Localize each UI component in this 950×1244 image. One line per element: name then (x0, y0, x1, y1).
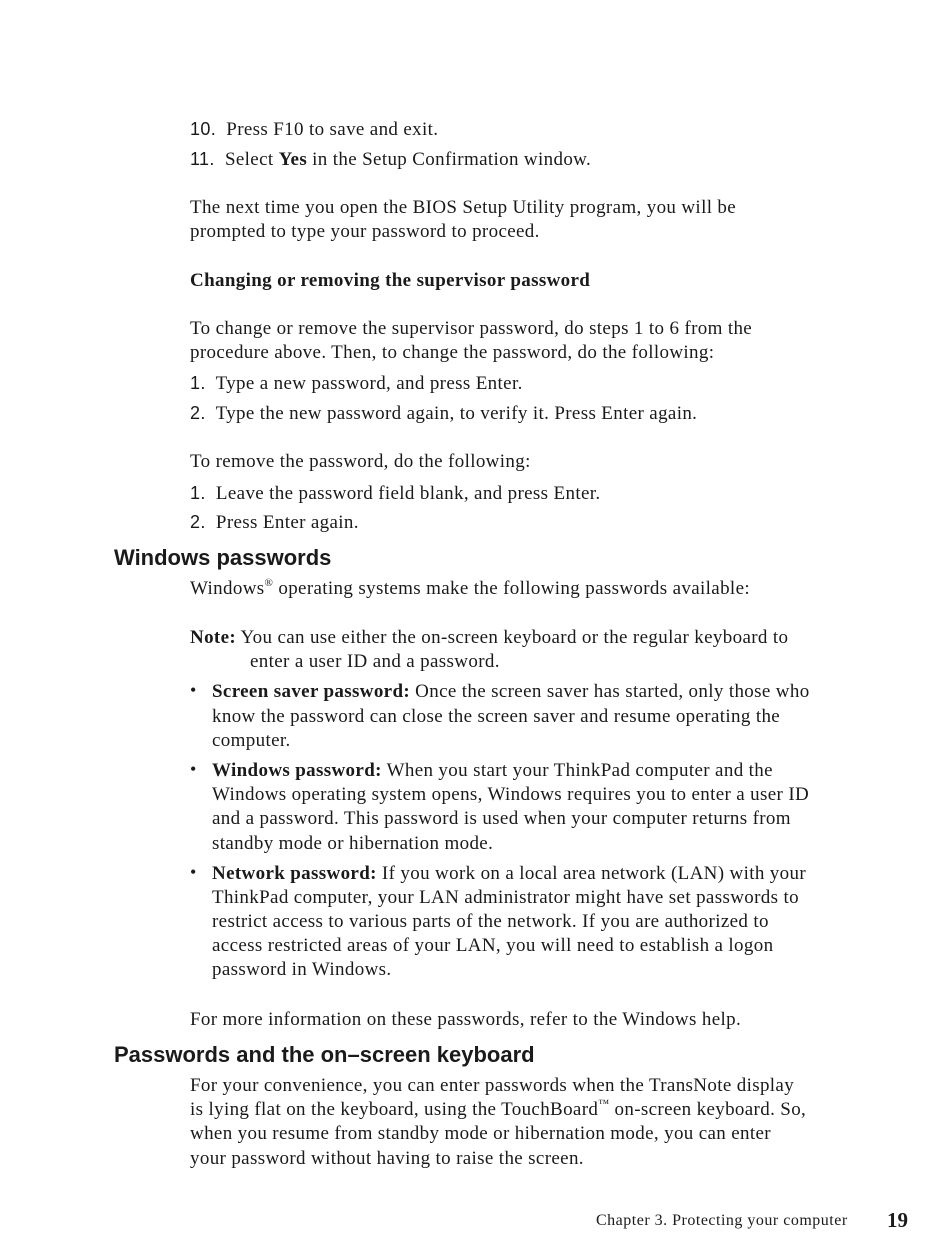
intro-pre: Windows (190, 578, 265, 599)
change-step-1 (190, 371, 523, 396)
step-text: Leave the password field blank, and press Enter. (215, 483, 601, 504)
step-text: Press Enter again. (215, 512, 359, 533)
bullet-line: know the password can close the screen saver and resume operating the (212, 706, 781, 727)
remove-step-2 (190, 510, 359, 535)
windows-intro (190, 577, 750, 601)
bullet-icon: • (190, 862, 197, 882)
paragraph-line: prompted to type your password to proceed. (190, 221, 540, 242)
step-text: Type a new password, and press Enter. (215, 373, 523, 394)
paragraph-line: To change or remove the supervisor password, do steps 1 to 6 from the (190, 318, 753, 339)
step-10 (190, 117, 438, 142)
bullet-line (212, 759, 773, 783)
bullet-line (212, 862, 806, 886)
bullet-line: standby mode or hibernation mode. (212, 833, 494, 854)
paragraph-line: To remove the password, do the following: (190, 451, 531, 472)
step-text: Type the new password again, to verify it. Press Enter again. (215, 403, 698, 424)
bullet-line: Windows operating system opens, Windows requires you to enter a user ID (212, 784, 810, 805)
bullet-icon: • (190, 680, 197, 700)
bullet-label: Screen saver password: (212, 681, 411, 702)
bullet-line: computer. (212, 730, 291, 751)
page-number: 19 (887, 1208, 908, 1232)
section-heading: Passwords and the on–screen keyboard (114, 1042, 535, 1067)
step-text: Press F10 to save and exit. (226, 119, 439, 140)
step-number: 1. (190, 483, 206, 503)
intro-post: operating systems make the following passwords available: (273, 578, 750, 599)
bullet-text: When you start your ThinkPad computer and the (386, 760, 773, 781)
bullet-label: Windows password: (212, 760, 382, 781)
trademark-mark: ™ (598, 1098, 610, 1110)
line-pre: is lying flat on the keyboard, using the TouchBoard (190, 1099, 599, 1120)
registered-mark: ® (264, 577, 274, 589)
bullet-line (212, 680, 810, 704)
step-number: 11. (190, 149, 215, 169)
note-label: Note: (190, 627, 237, 648)
line-post: on-screen keyboard. So, (609, 1099, 807, 1120)
bullet-line: and a password. This password is used when your computer returns from (212, 808, 791, 829)
note-line-1: You can use either the on-screen keyboard or the regular keyboard to (240, 627, 789, 648)
step-text-pre: Select (224, 149, 279, 170)
note-line-2: enter a user ID and a password. (250, 651, 500, 672)
step-number: 2. (190, 403, 206, 423)
bullet-line: password in Windows. (212, 959, 392, 980)
change-step-2 (190, 401, 697, 426)
paragraph-line: For more information on these passwords, refer to the Windows help. (190, 1009, 742, 1030)
bullet-line: ThinkPad computer, your LAN administrator might have set passwords to (212, 887, 799, 908)
step-text-bold: Yes (278, 149, 308, 170)
paragraph-line (190, 1098, 806, 1122)
footer-chapter: Chapter 3. Protecting your computer (596, 1212, 848, 1229)
bullet-icon: • (190, 759, 197, 779)
bullet-line: access restricted areas of your LAN, you will need to establish a logon (212, 935, 774, 956)
paragraph-line: procedure above. Then, to change the password, do the following: (190, 342, 715, 363)
paragraph-line: your password without having to raise the screen. (190, 1148, 584, 1169)
step-11 (190, 147, 591, 172)
paragraph-line: when you resume from standby mode or hibernation mode, you can enter (190, 1123, 771, 1144)
bullet-label: Network password: (212, 863, 377, 884)
step-number: 2. (190, 512, 206, 532)
bullet-line: restrict access to various parts of the network. If you are authorized to (212, 911, 769, 932)
bullet-text: Once the screen saver has started, only those who (415, 681, 810, 702)
step-number: 10. (190, 119, 217, 139)
remove-step-1 (190, 481, 600, 506)
section-heading: Windows passwords (114, 545, 332, 570)
step-text-post: in the Setup Confirmation window. (307, 149, 592, 170)
subsection-heading: Changing or removing the supervisor password (190, 270, 591, 291)
paragraph-line: The next time you open the BIOS Setup Utility program, you will be (190, 197, 737, 218)
step-number: 1. (190, 373, 206, 393)
bullet-text: If you work on a local area network (LAN) with your (381, 863, 807, 884)
paragraph-line: For your convenience, you can enter passwords when the TransNote display (190, 1075, 795, 1096)
note (190, 626, 788, 650)
